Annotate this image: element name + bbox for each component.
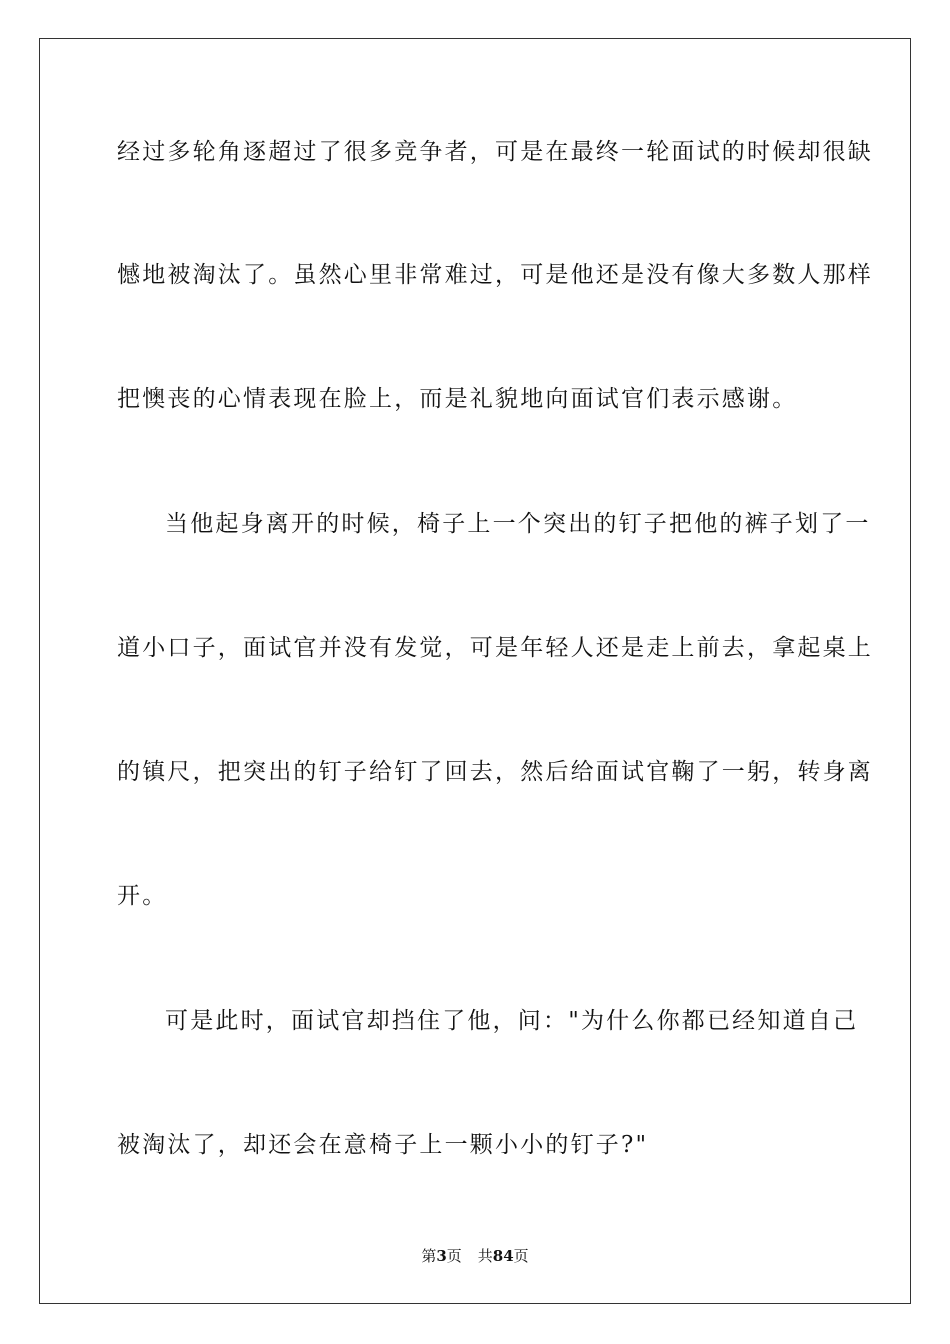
text-line-7: 开。 — [117, 883, 168, 909]
total-unit: 页 — [513, 1247, 529, 1265]
text-line-6: 的镇尺，把突出的钉子给钉了回去，然后给面试官鞠了一躬，转身离 — [117, 759, 873, 785]
text-line-5: 道小口子，面试官并没有发觉，可是年轻人还是走上前去，拿起桌上 — [117, 635, 873, 661]
total-pages: 84 — [492, 1247, 514, 1265]
page-prefix: 第 — [421, 1247, 437, 1265]
total-prefix: 共 — [477, 1247, 493, 1265]
text-line-8: 可是此时，面试官却挡住了他，问："为什么你都已经知道自己 — [165, 1008, 859, 1034]
text-line-9: 被淘汰了，却还会在意椅子上一颗小小的钉子?" — [117, 1132, 649, 1158]
text-line-4: 当他起身离开的时候，椅子上一个突出的钉子把他的裤子划了一 — [165, 511, 871, 537]
page-frame — [39, 38, 911, 1304]
page-unit: 页 — [446, 1247, 462, 1265]
text-line-2: 憾地被淘汰了。虽然心里非常难过，可是他还是没有像大多数人那样 — [117, 262, 873, 288]
text-line-3: 把懊丧的心情表现在脸上，而是礼貌地向面试官们表示感谢。 — [117, 386, 798, 412]
page-number: 3 — [436, 1247, 447, 1265]
text-line-1: 经过多轮角逐超过了很多竞争者，可是在最终一轮面试的时候却很缺 — [117, 139, 873, 165]
page-footer — [0, 1246, 950, 1266]
